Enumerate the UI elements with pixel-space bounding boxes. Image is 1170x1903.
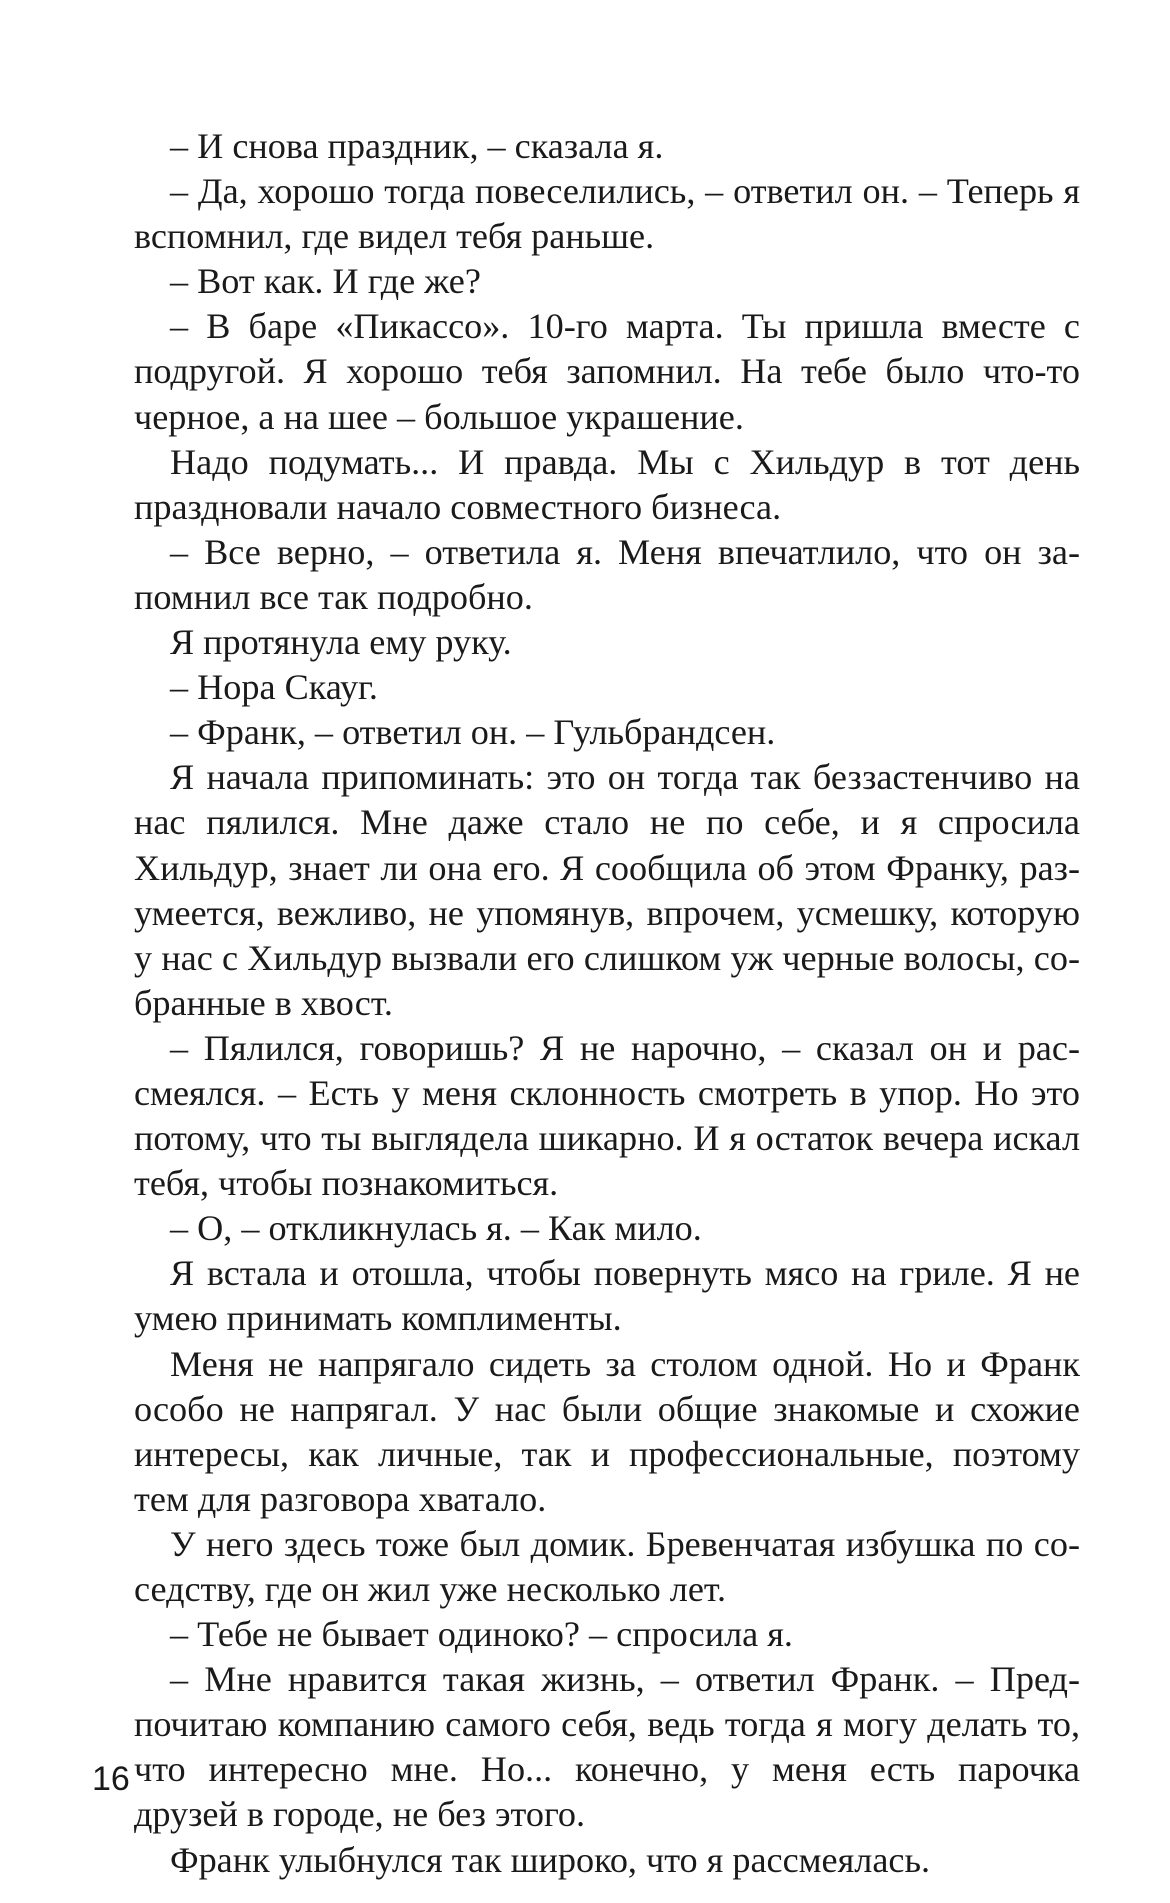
paragraph: – Да, хорошо тогда повеселились, – ответил он. – Теперь я вспомнил, где видел тебя раньше. <box>134 171 1080 257</box>
paragraph: – Мне нравится такая жизнь, – ответил Франк. – Предпочитаю компанию самого себя, ведь тогда я могу делать то, что интересно мне. Но... конечно, у меня есть парочка друзей в городе, не без этого. <box>134 1659 1080 1835</box>
paragraph: Меня не напрягало сидеть за столом одной. Но и Франк особо не напрягал. У нас были общие знакомые и схожие интересы, как личные, так и профессиональные, поэтому тем для разговора хватало. <box>134 1343 1080 1519</box>
paragraph: Надо подумать... И правда. Мы с Хильдур в тот день праздновали начало совместного бизнеса. <box>134 441 1080 527</box>
paragraph: – Тебе не бывает одиноко? – спросила я. <box>170 1614 793 1655</box>
paragraph: – В баре «Пикассо». 10-го марта. Ты пришла вместе с подругой. Я хорошо тебя запомнил. На тебе было что-то черное, а на шее – большое украшение. <box>134 306 1080 437</box>
paragraph: – Франк, – ответил он. – Гульбрандсен. <box>170 712 776 753</box>
paragraph: Я встала и отошла, чтобы повернуть мясо на гриле. Я не умею принимать комплименты. <box>134 1253 1080 1339</box>
body-text <box>134 124 1080 1883</box>
paragraph: Я протянула ему руку. <box>170 622 512 663</box>
paragraph: – Пялился, говоришь? Я не нарочно, – сказал он и рассмеялся. – Есть у меня склонность смотреть в упор. Но это потому, что ты выглядела шикарно. И я остаток вечера искал тебя, чтобы познакомиться. <box>134 1027 1080 1204</box>
paragraph: У него здесь тоже был домик. Бревенчатая избушка по соседству, где он жил уже несколько лет. <box>134 1523 1080 1609</box>
paragraph: Я начала припоминать: это он тогда так беззастенчиво на нас пялился. Мне даже стало не по себе, и я спросила Хильдур, знает ли она его. Я сообщила об этом Франку, разумеется, вежливо, не упомянув, впрочем, усмешку, которую у нас с Хильдур вызвали его слишком уж черные волосы, собранные в хвост. <box>134 757 1080 1023</box>
paragraph: – Нора Скауг. <box>170 667 378 708</box>
paragraph: – О, – откликнулась я. – Как мило. <box>170 1208 702 1249</box>
page-number: 16 <box>92 1760 130 1798</box>
paragraph: Франк улыбнулся так широко, что я рассмеялась. <box>170 1839 930 1880</box>
paragraph: – Все верно, – ответила я. Меня впечатлило, что он запомнил все так подробно. <box>134 531 1080 617</box>
paragraph: – И снова праздник, – сказала я. <box>170 126 664 166</box>
paragraph: – Вот как. И где же? <box>170 261 481 302</box>
